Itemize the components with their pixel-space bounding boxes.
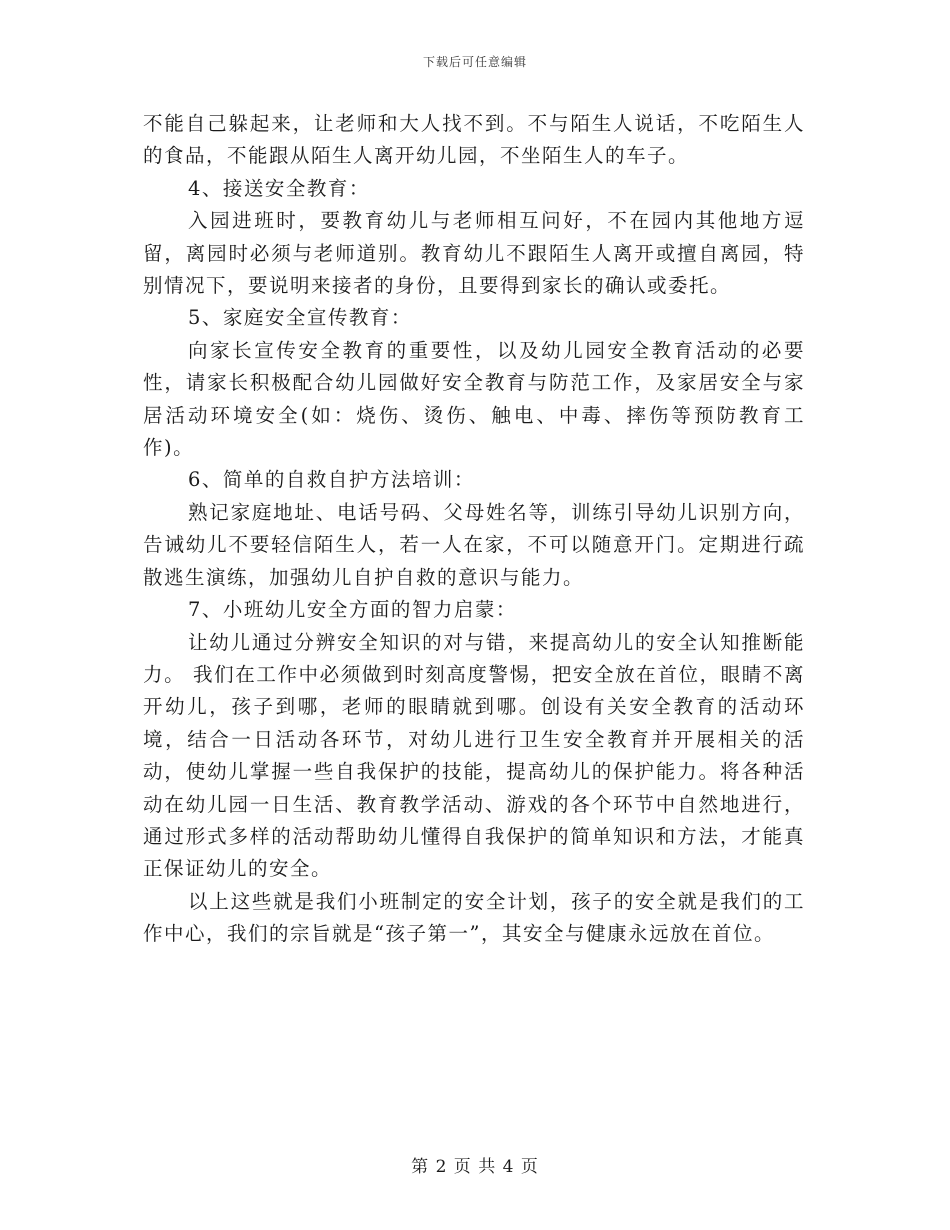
- paragraph-safety-enlightenment: 让幼儿通过分辨安全知识的对与错，来提高幼儿的安全认知推断能力。 我们在工作中必须做到时刻高度警惕，把安全放在首位，眼睛不离开幼儿，孩子到哪，老师的眼睛就到哪。创设有关安全教育的活动环境，结合一日活动各环节，对幼儿进行卫生安全教育并开展相关的活动，使幼儿掌握一些自我保护的技能，提高幼儿的保护能力。将各种活动在幼儿园一日生活、教育教学活动、游戏的各个环节中自然地进行，通过形式多样的活动帮助幼儿懂得自我保护的简单知识和方法，才能真正保证幼儿的安全。: [143, 630, 805, 881]
- section-heading-5: 5、家庭安全宣传教育：: [188, 306, 412, 330]
- paragraph-pickup-safety: 入园进班时，要教育幼儿与老师相互问好，不在园内其他地方逗留，离园时必须与老师道别。教育幼儿不跟陌生人离开或擅自离园，特别情况下，要说明来接者的身份，且要得到家长的确认或委托。: [143, 209, 805, 298]
- section-heading-4: 4、接送安全教育：: [188, 176, 370, 200]
- paragraph-conclusion: 以上这些就是我们小班制定的安全计划，孩子的安全就是我们的工作中心，我们的宗旨就是“孩子第一”，其安全与健康永远放在首位。: [143, 889, 805, 946]
- section-heading-6: 6、简单的自救自护方法培训：: [188, 468, 475, 492]
- page-header: 下载后可任意编辑: [422, 55, 527, 69]
- paragraph-continued: 不能自己躲起来，让老师和大人找不到。不与陌生人说话，不吃陌生人的食品，不能跟从陌生人离开幼儿园，不坐陌生人的车子。: [143, 112, 805, 168]
- document-body: [143, 108, 805, 951]
- section-heading-7: 7、小班幼儿安全方面的智力启蒙：: [188, 598, 517, 622]
- paragraph-family-safety: 向家长宣传安全教育的重要性，以及幼儿园安全教育活动的必要性，请家长积极配合幼儿园做好安全教育与防范工作，及家居安全与家居活动环境安全(如：烧伤、烫伤、触电、中毒、摔伤等预防教育工作)。: [143, 338, 805, 460]
- paragraph-self-rescue: 熟记家庭地址、电话号码、父母姓名等，训练引导幼儿识别方向，告诫幼儿不要轻信陌生人，若一人在家，不可以随意开门。定期进行疏散逃生演练，加强幼儿自护自救的意识与能力。: [143, 500, 805, 589]
- page-number: 第 2 页 共 4 页: [411, 1157, 539, 1177]
